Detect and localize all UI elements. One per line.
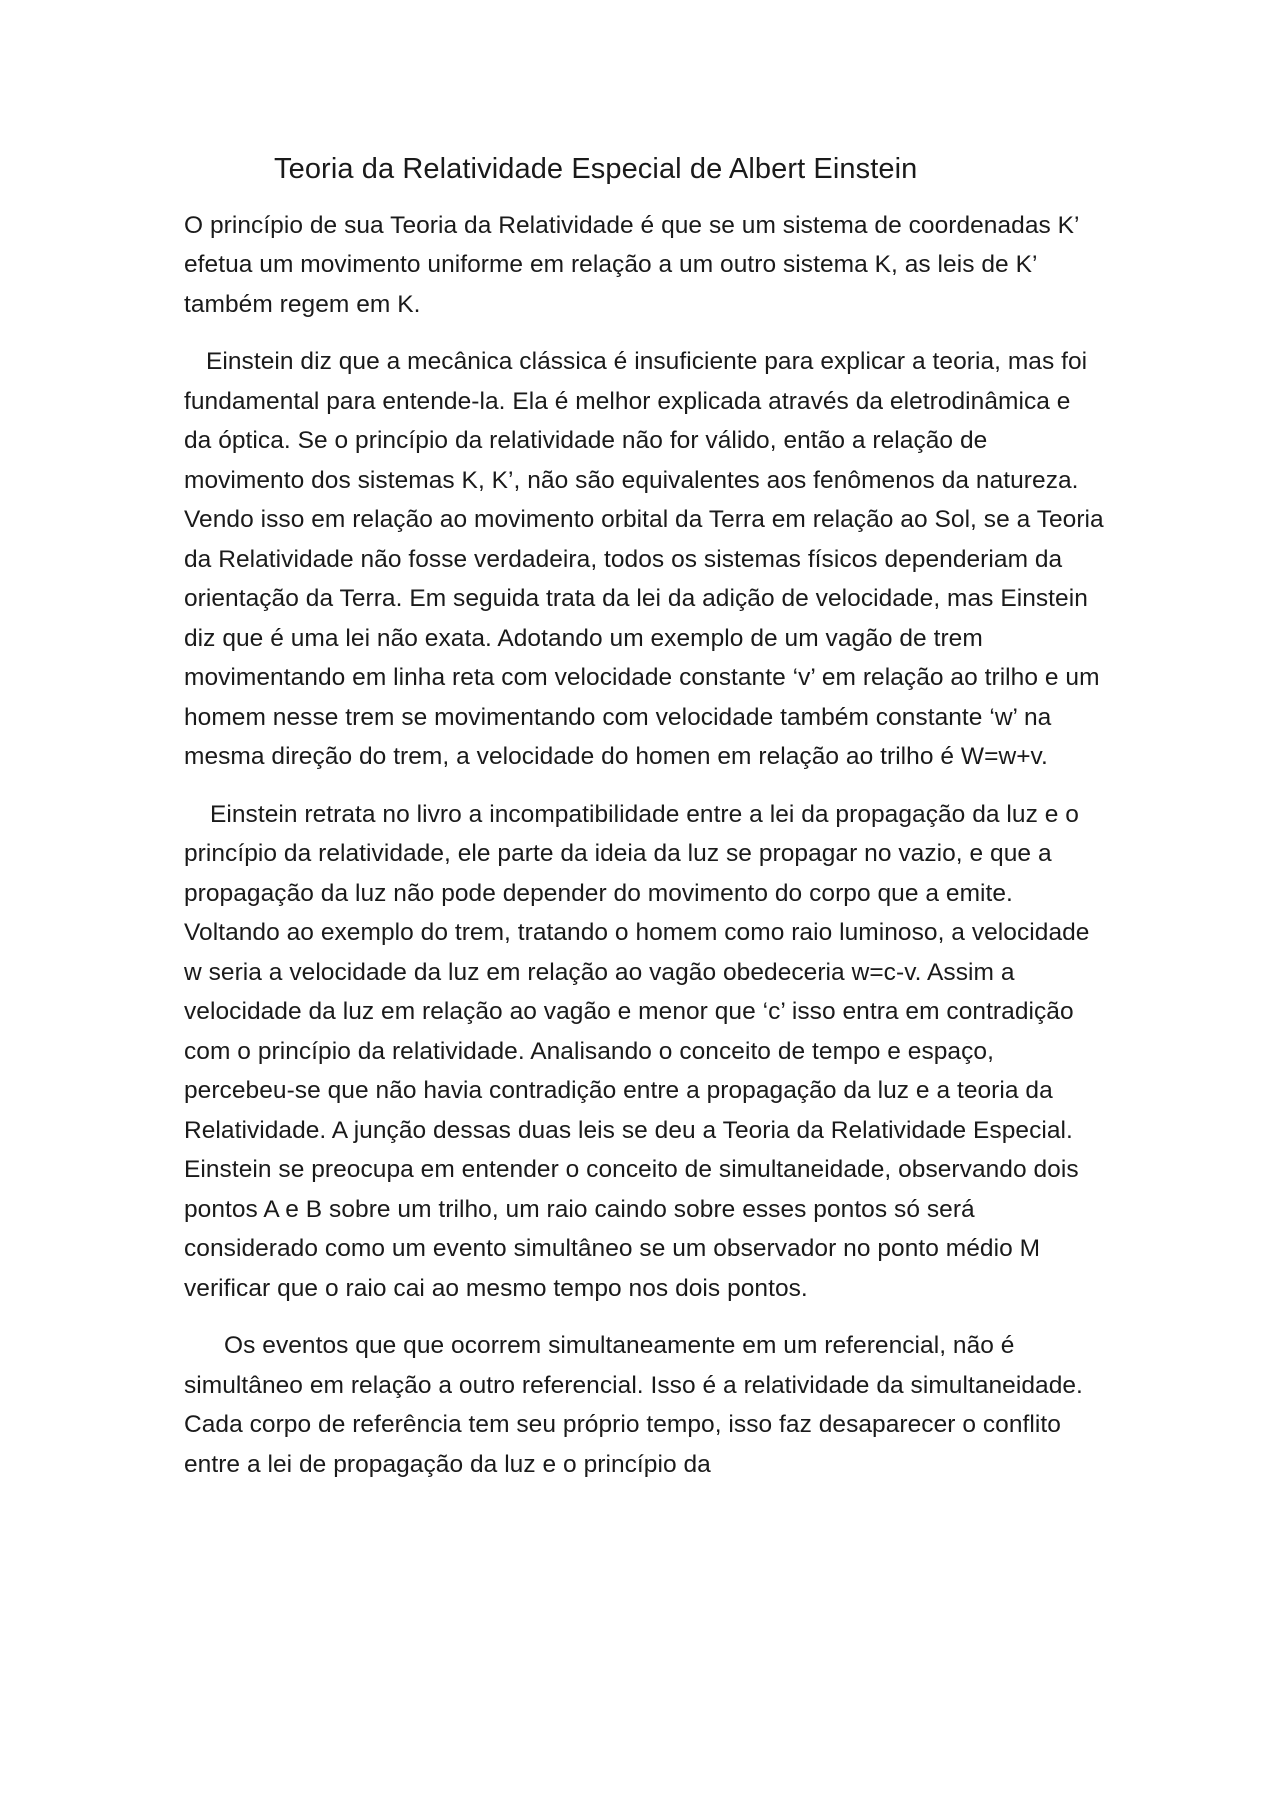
document-body xyxy=(184,148,1104,1502)
paragraph-classical-mechanics: Einstein diz que a mecânica clássica é insuficiente para explicar a teoria, mas foi fundamental para entende-la. Ela é melhor explicada através da eletrodinâmica e da óptica. Se o princípio da relatividade não for válido, então a relação de movimento dos sistemas K, K’, não são equivalentes aos fenômenos da natureza. Vendo isso em relação ao movimento orbital da Terra em relação ao Sol, se a Teoria da Relatividade não fosse verdadeira, todos os sistemas físicos dependeriam da orientação da Terra. Em seguida trata da lei da adição de velocidade, mas Einstein diz que é uma lei não exata. Adotando um exemplo de um vagão de trem movimentando em linha reta com velocidade constante ‘v’ em relação ao trilho e um homem nesse trem se movimentando com velocidade também constante ‘w’ na mesma direção do trem, a velocidade do homen em relação ao trilho é W=w+v. xyxy=(184,348,1104,770)
paragraph-principle: O princípio de sua Teoria da Relatividade é que se um sistema de coordenadas K’ efetua um movimento uniforme em relação a um outro sistema K, as leis de K’ também regem em K. xyxy=(184,211,1079,318)
document-title: Teoria da Relatividade Especial de Albert Einstein xyxy=(274,153,918,185)
paragraph-light-propagation: Einstein retrata no livro a incompatibilidade entre a lei da propagação da luz e o princípio da relatividade, ele parte da ideia da luz se propagar no vazio, e que a propagação da luz não pode depender do movimento do corpo que a emite. Voltando ao exemplo do trem, tratando o homem como raio luminoso, a velocidade w seria a velocidade da luz em relação ao vagão obedeceria w=c-v. Assim a velocidade da luz em relação ao vagão e menor que ‘c’ isso entra em contradição com o princípio da relatividade. Analisando o conceito de tempo e espaço, percebeu-se que não havia contradição entre a propagação da luz e a teoria da Relatividade. A junção dessas duas leis se deu a Teoria da Relatividade Especial. Einstein se preocupa em entender o conceito de simultaneidade, observando dois pontos A e B sobre um trilho, um raio caindo sobre esses pontos só será considerado como um evento simultâneo se um observador no ponto médio M verificar que o raio cai ao mesmo tempo nos dois pontos. xyxy=(184,800,1090,1302)
paragraph-simultaneity: Os eventos que que ocorrem simultaneamente em um referencial, não é simultâneo em relação a outro referencial. Isso é a relatividade da simultaneidade. Cada corpo de referência tem seu próprio tempo, isso faz desaparecer o conflito entre a lei de propagação da luz e o princípio da xyxy=(184,1332,1083,1478)
